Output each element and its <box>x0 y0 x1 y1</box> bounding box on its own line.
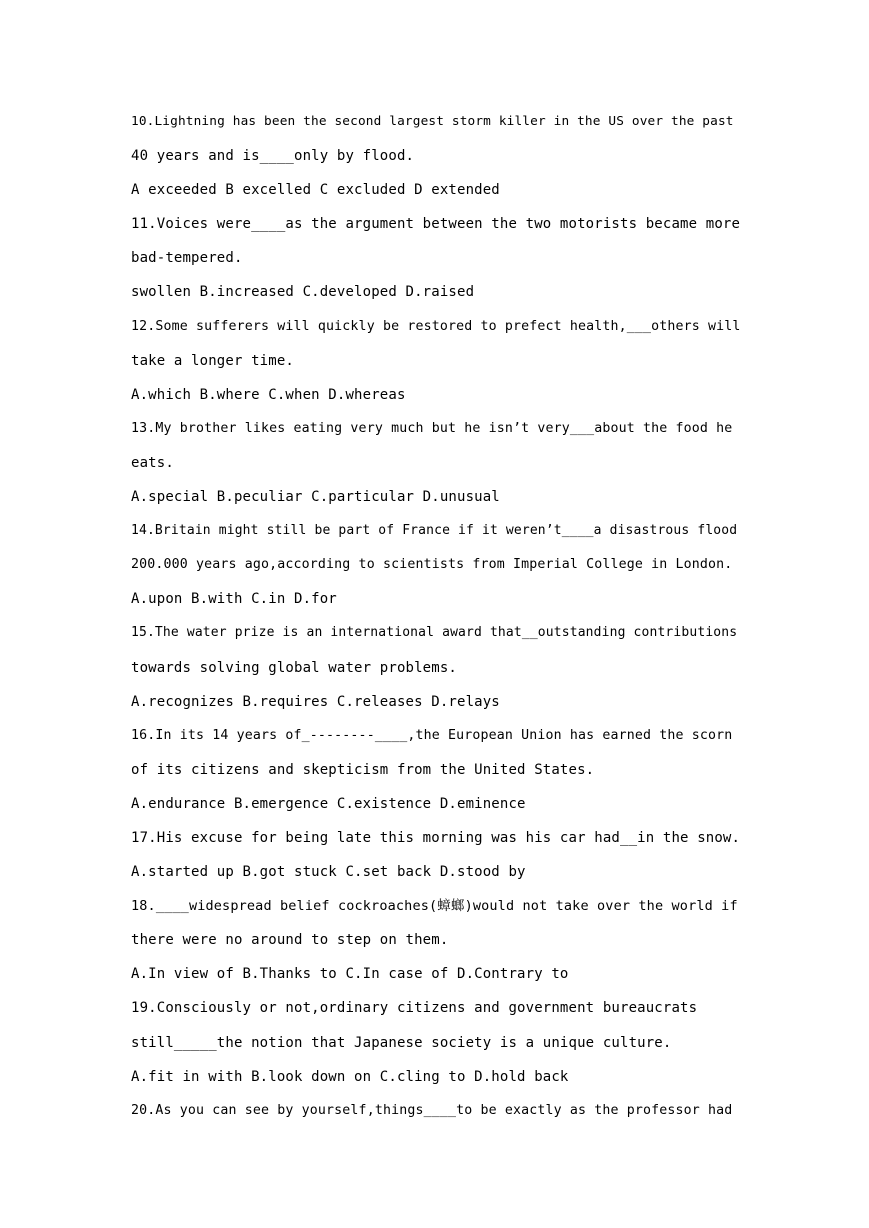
question-16-options: A.endurance B.emergence C.existence D.eminence <box>131 795 526 812</box>
question-14-options: A.upon B.with C.in D.for <box>131 591 337 608</box>
question-15-stem-line-2: towards solving global water problems. <box>131 659 457 676</box>
question-18-options: A.In view of B.Thanks to C.In case of D.Contrary to <box>131 966 569 983</box>
question-14-stem-line-1: 14.Britain might still be part of France if it weren’t____a disastrous flood <box>131 523 738 539</box>
question-19-stem-line-2: still_____the notion that Japanese society is a unique culture. <box>131 1034 672 1051</box>
question-10-options: A exceeded B excelled C excluded D extended <box>131 182 500 199</box>
question-12-options: A.which B.where C.when D.whereas <box>131 386 406 403</box>
question-15-options: A.recognizes B.requires C.releases D.relays <box>131 693 500 710</box>
question-12-stem-line-1: 12.Some sufferers will quickly be restored to prefect health,___others will <box>131 318 741 334</box>
document-page <box>131 105 741 1128</box>
question-18-stem-line-2: there were no around to step on them. <box>131 932 449 949</box>
question-20-stem-line-1: 20.As you can see by yourself,things____to be exactly as the professor had <box>131 1102 733 1118</box>
question-13-options: A.special B.peculiar C.particular D.unusual <box>131 489 500 506</box>
question-15-stem-line-1: 15.The water prize is an international award that__outstanding contributions <box>131 625 738 641</box>
question-11-stem-line-1: 11.Voices were____as the argument between the two motorists became more <box>131 216 741 233</box>
question-11-stem-line-2: bad-tempered. <box>131 250 243 267</box>
question-18-stem-line-1: 18.____widespread belief cockroaches(蟑螂)would not take over the world if <box>131 898 738 915</box>
question-10-stem-line-1: 10.Lightning has been the second largest storm killer in the US over the past <box>131 114 734 129</box>
question-13-stem-line-1: 13.My brother likes eating very much but he isn’t very___about the food he <box>131 420 733 436</box>
question-16-stem-line-1: 16.In its 14 years of_--------____,the European Union has earned the scorn <box>131 727 733 743</box>
question-17-stem: 17.His excuse for being late this morning was his car had__in the snow. <box>131 829 741 846</box>
question-17-options: A.started up B.got stuck C.set back D.stood by <box>131 864 526 881</box>
question-16-stem-line-2: of its citizens and skepticism from the United States. <box>131 761 595 778</box>
question-13-stem-line-2: eats. <box>131 454 174 471</box>
question-12-stem-line-2: take a longer time. <box>131 352 294 369</box>
question-19-stem-line-1: 19.Consciously or not,ordinary citizens and government bureaucrats <box>131 1000 698 1017</box>
question-19-options: A.fit in with B.look down on C.cling to D.hold back <box>131 1068 569 1085</box>
question-14-stem-line-2: 200.000 years ago,according to scientists from Imperial College in London. <box>131 557 733 573</box>
question-11-options: swollen B.increased C.developed D.raised <box>131 284 475 301</box>
question-10-stem-line-2: 40 years and is____only by flood. <box>131 148 415 165</box>
